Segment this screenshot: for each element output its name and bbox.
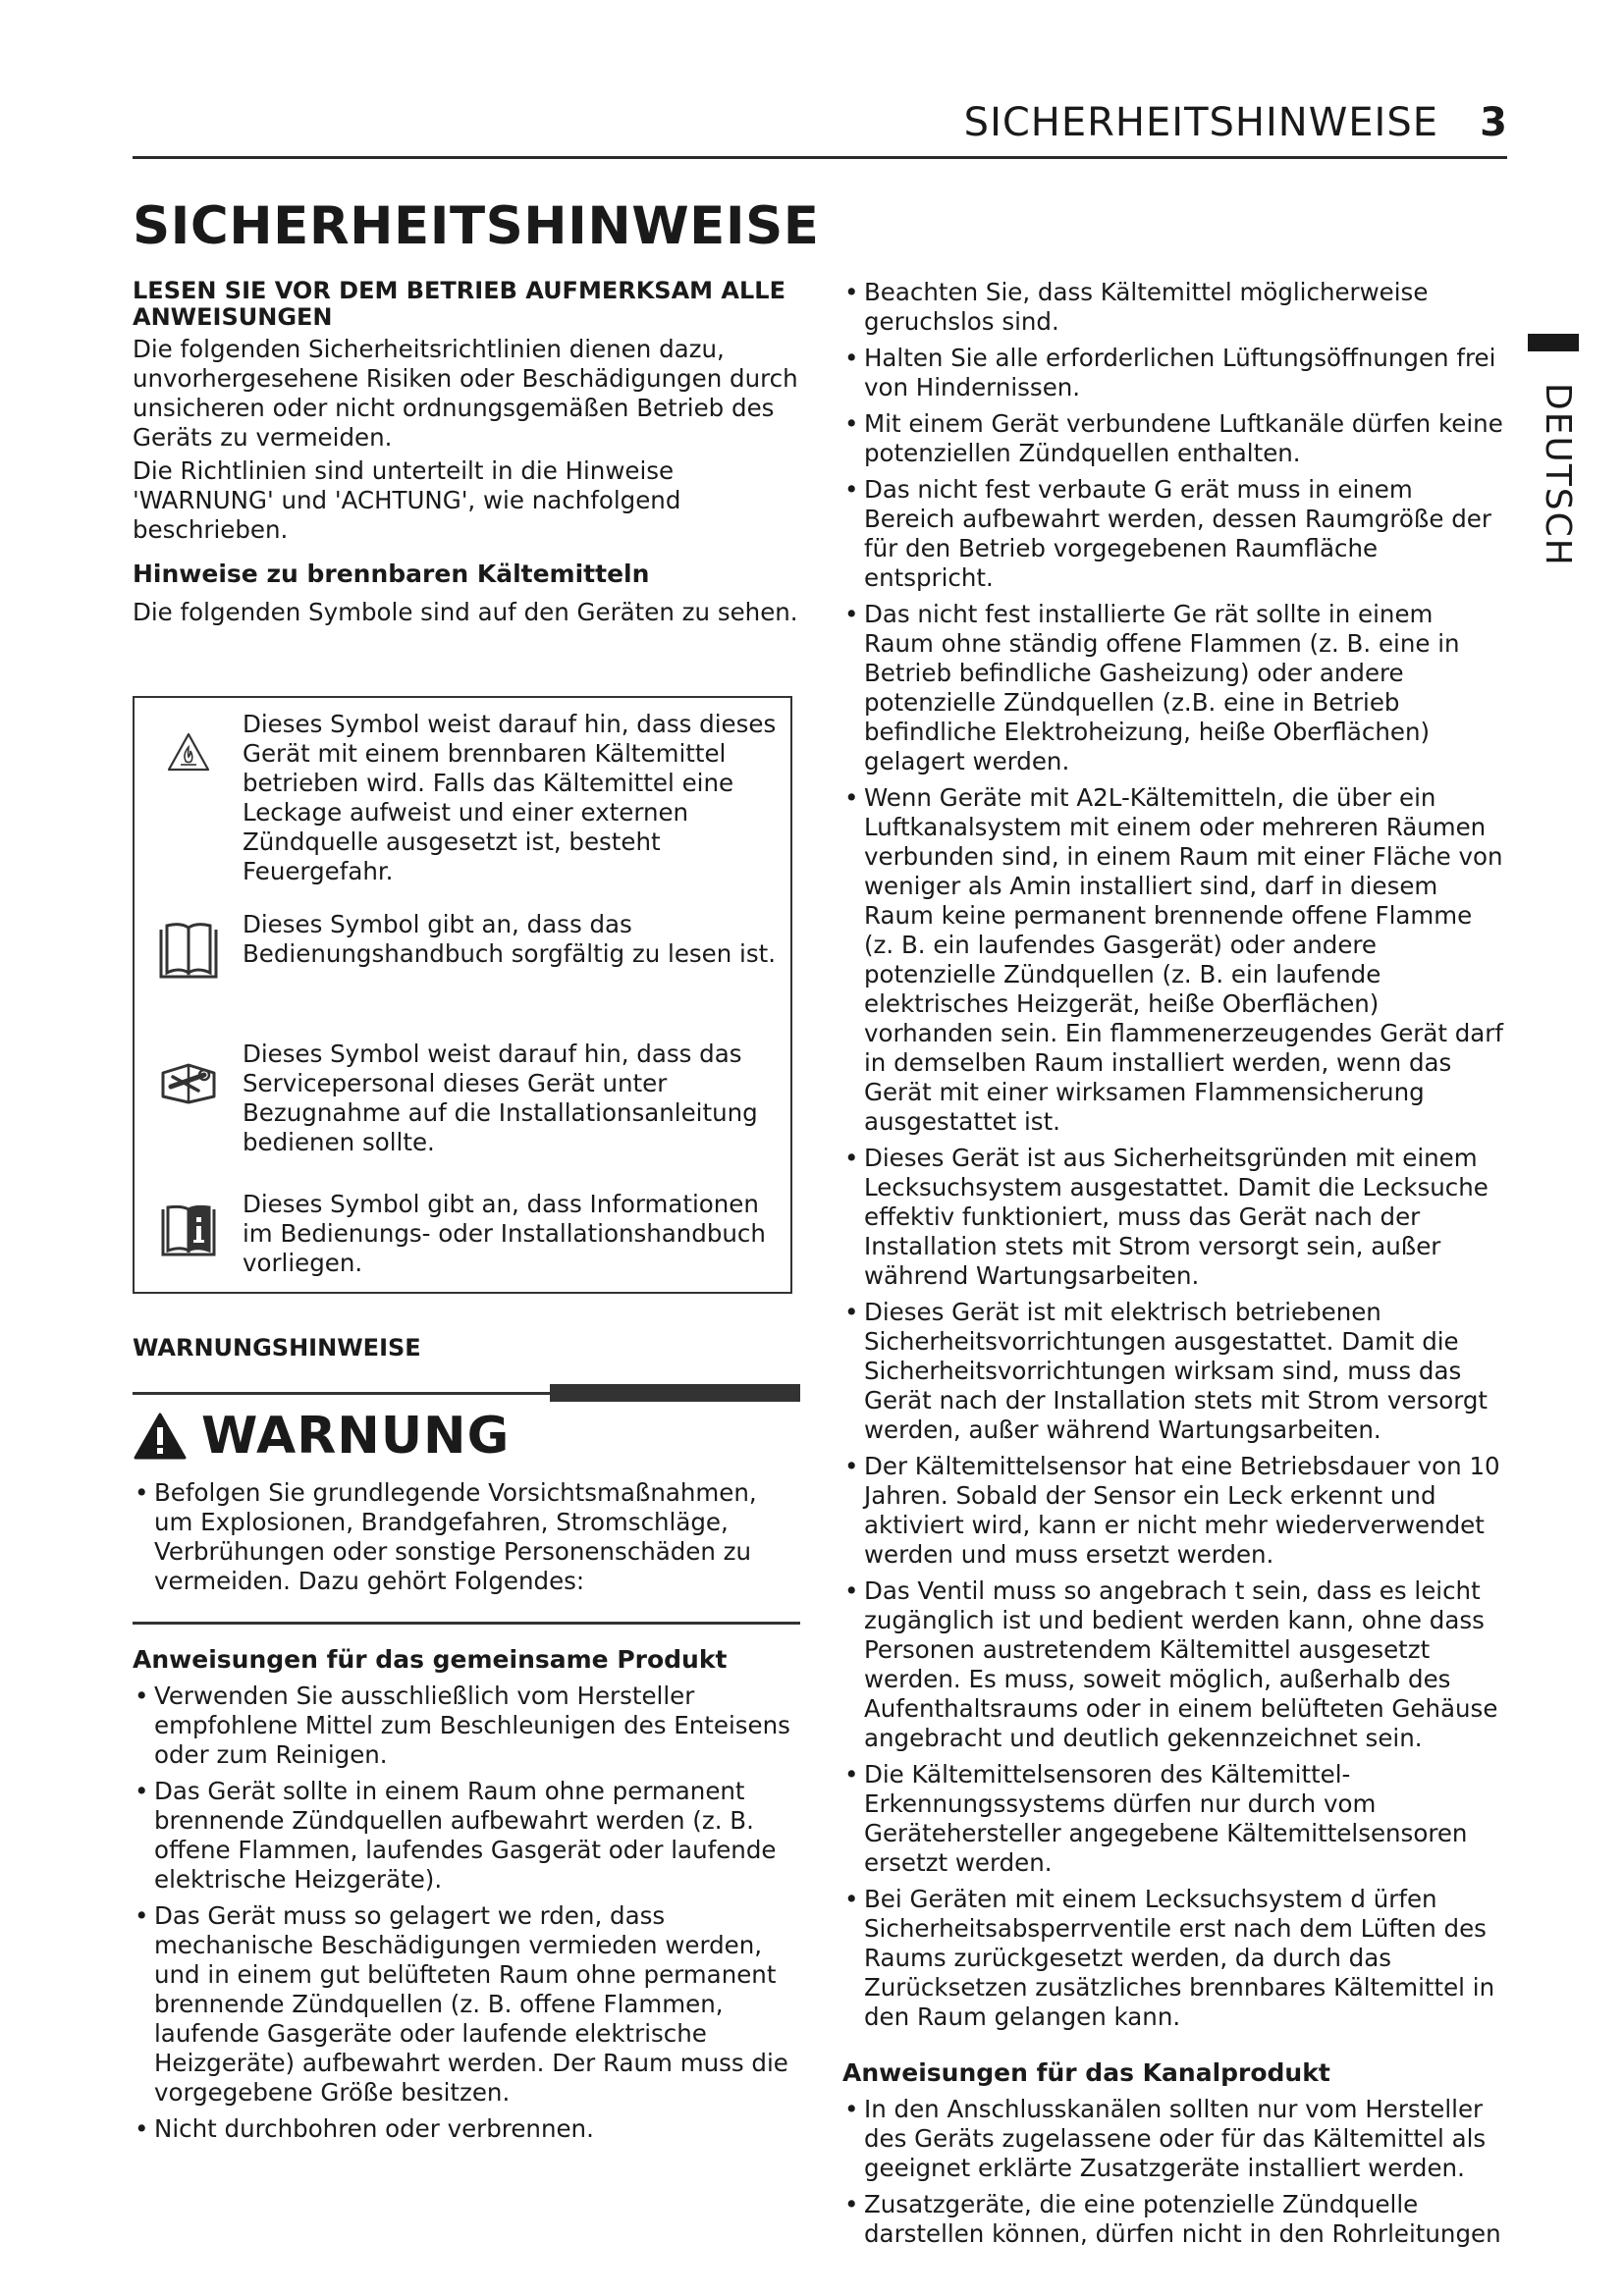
warning-list bbox=[133, 1478, 800, 1596]
refrigerant-safety-list bbox=[842, 278, 1505, 2032]
language-label: DEUTSCH bbox=[1538, 383, 1578, 567]
page-number: 3 bbox=[1480, 100, 1507, 145]
list-item: • Dieses Gerät ist mit elektrisch betriebenen Sicherheitsvorrichtungen ausgestattet. Damit die Sicherheitsvorrichtungen wirksam sind, muss das Gerät nach der Installation stets mit Strom versorgt werden, außer während Wartungsarbeiten. bbox=[842, 1298, 1505, 1445]
info-manual-icon bbox=[135, 1190, 243, 1258]
list-item: • Der Kältemittelsensor hat eine Betriebsdauer von 10 Jahren. Sobald der Sensor ein Leck erkennt und aktiviert wird, kann er nicht mehr wiederverwendet werden und muss ersetzt werden. bbox=[842, 1452, 1505, 1570]
running-title: SICHERHEITSHINWEISE bbox=[963, 100, 1438, 145]
list-item: • Befolgen Sie grundlegende Vorsichtsmaßnahmen, um Explosionen, Brandgefahren, Stromschläge, Verbrühungen oder sonstige Personenschäden zu vermeiden. Dazu gehört Folgendes: bbox=[133, 1478, 800, 1596]
warning-title: WARNUNG bbox=[201, 1407, 511, 1466]
warning-banner bbox=[133, 1404, 800, 1468]
language-tab bbox=[1529, 383, 1578, 579]
page-title: SICHERHEITSHINWEISE bbox=[133, 196, 820, 256]
language-tab-marker bbox=[1528, 334, 1579, 351]
refrigerant-text: Die folgenden Symbole sind auf den Geräten zu sehen. bbox=[133, 598, 798, 626]
list-item: • Beachten Sie, dass Kältemittel möglicherweise geruchslos sind. bbox=[842, 278, 1505, 337]
duct-product-heading: Anweisungen für das Kanalprodukt bbox=[842, 2058, 1330, 2087]
warning-triangle-icon bbox=[133, 1412, 188, 1461]
warning-rule bbox=[133, 1384, 800, 1402]
symbol-box bbox=[133, 696, 792, 1294]
list-item: • Zusatzgeräte, die eine potenzielle Zündquelle darstellen können, dürfen nicht in den Rohrleitungen bbox=[842, 2190, 1505, 2249]
manual-book-icon bbox=[135, 910, 243, 983]
list-item: • Bei Geräten mit einem Lecksuchsystem d ürfen Sicherheitsabsperrventile erst nach dem Lüften des Raums zurückgesetzt werden, da durch das Zurücksetzen zusätzliches brennbares Kältemittel in den Raum gelangen kann. bbox=[842, 1885, 1505, 2032]
service-manual-icon bbox=[135, 1040, 243, 1104]
common-product-list bbox=[133, 1682, 800, 2144]
symbol-row bbox=[135, 1040, 777, 1157]
left-column bbox=[133, 278, 800, 2151]
symbol-description: Dieses Symbol weist darauf hin, dass das Servicepersonal dieses Gerät unter Bezugnahme auf die Installationsanleitung bedienen sollte. bbox=[243, 1040, 758, 1156]
list-item: • Dieses Gerät ist aus Sicherheitsgründen mit einem Lecksuchsystem ausgestattet. Damit die Lecksuche effektiv funktioniert, muss das Gerät nach der Installation stets mit Strom versorgt sein, außer während Wartungsarbeiten. bbox=[842, 1144, 1505, 1291]
symbol-row bbox=[135, 1190, 777, 1278]
symbol-row bbox=[135, 710, 777, 886]
intro-heading: LESEN SIE VOR DEM BETRIEB AUFMERKSAM ALLE ANWEISUNGEN bbox=[133, 277, 785, 331]
intro-paragraph-1: Die folgenden Sicherheitsrichtlinien dienen dazu, unvorhergesehene Risiken oder Beschädigungen durch unsicheren oder nicht ordnungsgemäßen Betrieb des Geräts zu vermeiden. bbox=[133, 335, 798, 452]
symbol-description: Dieses Symbol gibt an, dass das Bedienungshandbuch sorgfältig zu lesen ist. bbox=[243, 910, 777, 968]
symbol-row bbox=[135, 910, 777, 983]
symbol-description: Dieses Symbol gibt an, dass Informationen im Bedienungs- oder Installationshandbuch vorliegen. bbox=[243, 1190, 766, 1277]
flammable-warning-icon bbox=[135, 710, 243, 773]
list-item: • Das Gerät sollte in einem Raum ohne permanent brennende Zündquellen aufbewahrt werden (z. B. offene Flammen, laufendes Gasgerät oder laufende elektrische Heizgeräte). bbox=[133, 1777, 800, 1895]
section-divider bbox=[133, 1622, 800, 1625]
refrigerant-heading: Hinweise zu brennbaren Kältemitteln bbox=[133, 560, 650, 588]
list-item: • Das nicht fest installierte Ge rät sollte in einem Raum ohne ständig offene Flammen (z. B. eine in Betrieb befindliche Gasheizung) oder andere potenzielle Zündquellen (z.B. eine in Betrieb befindliche Elektroheizung, heiße Oberflächen) gelagert werden. bbox=[842, 600, 1505, 776]
right-column bbox=[842, 278, 1505, 2256]
list-item: • Mit einem Gerät verbundene Luftkanäle dürfen keine potenziellen Zündquellen enthalten. bbox=[842, 409, 1505, 468]
intro-paragraph-2: Die Richtlinien sind unterteilt in die Hinweise 'WARNUNG' und 'ACHTUNG', wie nachfolgend beschrieben. bbox=[133, 456, 681, 544]
list-item: • In den Anschlusskanälen sollten nur vom Hersteller des Geräts zugelassene oder für das Kältemittel als geeignet erklärte Zusatzgeräte installiert werden. bbox=[842, 2095, 1505, 2183]
list-item: • Das nicht fest verbaute G erät muss in einem Bereich aufbewahrt werden, dessen Raumgröße der für den Betrieb vorgegebenen Raumfläche entspricht. bbox=[842, 475, 1505, 593]
list-item: • Das Gerät muss so gelagert we rden, dass mechanische Beschädigungen vermieden werden, und in einem gut belüfteten Raum ohne permanent brennende Zündquellen (z. B. offene Flammen, laufende Gasgeräte oder laufende elektrische Heizgeräte) aufbewahrt werden. Der Raum muss die vorgegebene Größe besitzen. bbox=[133, 1901, 800, 2108]
common-product-heading: Anweisungen für das gemeinsame Produkt bbox=[133, 1645, 728, 1674]
list-item: • Verwenden Sie ausschließlich vom Hersteller empfohlene Mittel zum Beschleunigen des Enteisens oder zum Reinigen. bbox=[133, 1682, 800, 1770]
list-item: • Nicht durchbohren oder verbrennen. bbox=[133, 2114, 800, 2144]
page-header bbox=[133, 98, 1507, 159]
duct-product-list bbox=[842, 2095, 1505, 2249]
list-item: • Wenn Geräte mit A2L-Kältemitteln, die über ein Luftkanalsystem mit einem oder mehreren Räumen verbunden sind, in einem Raum mit einer Fläche von weniger als Amin installiert sind, darf in diesem Raum keine permanent brennende offene Flamme (z. B. ein laufendes Gasgerät) oder andere potenzielle Zündquellen (z. B. ein laufende elektrisches Heizgerät, heiße Oberflächen) vorhanden sein. Ein flammenerzeugendes Gerät darf in demselben Raum installiert werden, wenn das Gerät mit einer wirksamen Flammensicherung ausgestattet ist. bbox=[842, 783, 1505, 1137]
warnings-heading: WARNUNGSHINWEISE bbox=[133, 1334, 421, 1362]
list-item: • Das Ventil muss so angebrach t sein, dass es leicht zugänglich ist und bedient werden kann, ohne dass Personen austretendem Kältemittel ausgesetzt werden. Es muss, soweit möglich, außerhalb des Aufenthaltsraums oder in einem belüfteten Gehäuse angebracht und deutlich gekennzeichnet sein. bbox=[842, 1576, 1505, 1753]
list-item: • Die Kältemittelsensoren des Kältemittel-Erkennungssystems dürfen nur durch vom Gerätehersteller angegebene Kältemittelsensoren ersetzt werden. bbox=[842, 1760, 1505, 1878]
symbol-description: Dieses Symbol weist darauf hin, dass dieses Gerät mit einem brennbaren Kältemittel betrieben wird. Falls das Kältemittel eine Leckage aufweist und einer externen Zündquelle ausgesetzt ist, besteht Feuergefahr. bbox=[243, 710, 777, 885]
list-item: • Halten Sie alle erforderlichen Lüftungsöffnungen frei von Hindernissen. bbox=[842, 344, 1505, 402]
